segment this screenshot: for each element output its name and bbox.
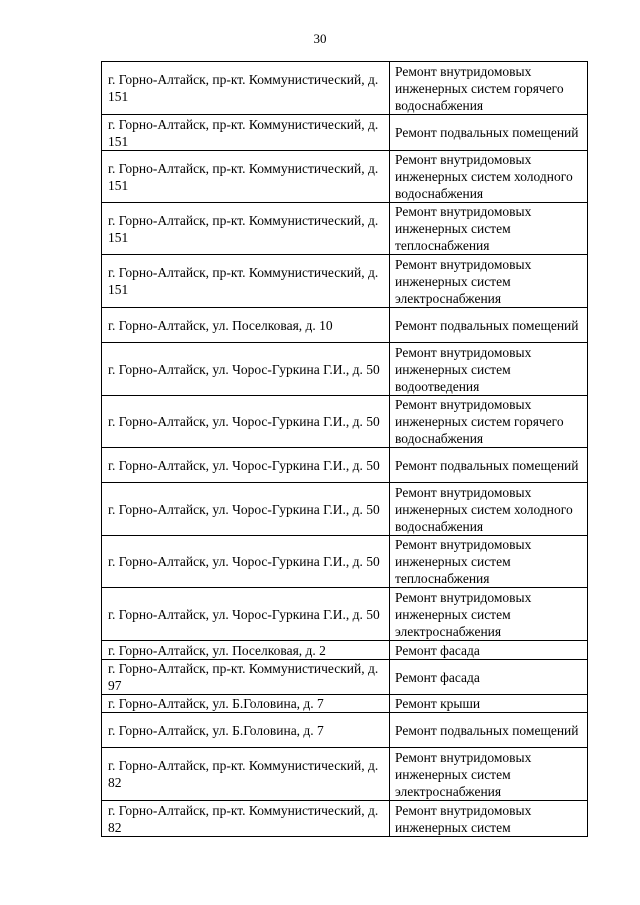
work-type-cell: Ремонт внутридомовых инженерных систем горячего водоснабжения <box>390 396 588 448</box>
table-row <box>102 151 588 203</box>
table-row <box>102 695 588 713</box>
table-row <box>102 343 588 396</box>
work-type-cell: Ремонт внутридомовых инженерных систем электроснабжения <box>390 588 588 641</box>
address-cell: г. Горно-Алтайск, пр-кт. Коммунистический, д. 151 <box>102 115 390 151</box>
table-row <box>102 483 588 536</box>
address-cell: г. Горно-Алтайск, пр-кт. Коммунистический, д. 151 <box>102 62 390 115</box>
address-cell: г. Горно-Алтайск, пр-кт. Коммунистический, д. 82 <box>102 748 390 801</box>
table-row <box>102 641 588 660</box>
address-cell: г. Горно-Алтайск, пр-кт. Коммунистический, д. 151 <box>102 151 390 203</box>
work-type-cell: Ремонт внутридомовых инженерных систем теплоснабжения <box>390 203 588 255</box>
address-cell: г. Горно-Алтайск, пр-кт. Коммунистический, д. 82 <box>102 801 390 837</box>
work-type-cell: Ремонт фасада <box>390 641 588 660</box>
work-type-cell: Ремонт внутридомовых инженерных систем электроснабжения <box>390 255 588 308</box>
address-cell: г. Горно-Алтайск, ул. Поселковая, д. 10 <box>102 308 390 343</box>
address-cell: г. Горно-Алтайск, пр-кт. Коммунистический, д. 97 <box>102 660 390 695</box>
work-type-cell: Ремонт внутридомовых инженерных систем горячего водоснабжения <box>390 62 588 115</box>
address-cell: г. Горно-Алтайск, ул. Чорос-Гуркина Г.И., д. 50 <box>102 483 390 536</box>
address-cell: г. Горно-Алтайск, ул. Б.Головина, д. 7 <box>102 695 390 713</box>
table-row <box>102 448 588 483</box>
address-cell: г. Горно-Алтайск, ул. Чорос-Гуркина Г.И., д. 50 <box>102 536 390 588</box>
work-type-cell: Ремонт подвальных помещений <box>390 115 588 151</box>
work-type-cell: Ремонт внутридомовых инженерных систем электроснабжения <box>390 748 588 801</box>
table-row <box>102 203 588 255</box>
address-cell: г. Горно-Алтайск, ул. Чорос-Гуркина Г.И., д. 50 <box>102 343 390 396</box>
table-row <box>102 801 588 837</box>
work-type-cell: Ремонт подвальных помещений <box>390 713 588 748</box>
work-type-cell: Ремонт крыши <box>390 695 588 713</box>
table-row <box>102 308 588 343</box>
page-number: 30 <box>313 31 327 46</box>
table-row <box>102 660 588 695</box>
work-type-cell: Ремонт внутридомовых инженерных систем <box>390 801 588 837</box>
address-cell: г. Горно-Алтайск, ул. Чорос-Гуркина Г.И., д. 50 <box>102 588 390 641</box>
address-cell: г. Горно-Алтайск, пр-кт. Коммунистический, д. 151 <box>102 255 390 308</box>
table-row <box>102 396 588 448</box>
address-cell: г. Горно-Алтайск, пр-кт. Коммунистический, д. 151 <box>102 203 390 255</box>
work-type-cell: Ремонт подвальных помещений <box>390 448 588 483</box>
work-type-cell: Ремонт внутридомовых инженерных систем водоотведения <box>390 343 588 396</box>
table-row <box>102 588 588 641</box>
table-row <box>102 115 588 151</box>
table-row <box>102 62 588 115</box>
work-type-cell: Ремонт внутридомовых инженерных систем холодного водоснабжения <box>390 151 588 203</box>
address-cell: г. Горно-Алтайск, ул. Чорос-Гуркина Г.И., д. 50 <box>102 448 390 483</box>
table-row <box>102 255 588 308</box>
table-row <box>102 536 588 588</box>
table-row <box>102 748 588 801</box>
work-type-cell: Ремонт внутридомовых инженерных систем теплоснабжения <box>390 536 588 588</box>
table-row <box>102 713 588 748</box>
work-type-cell: Ремонт подвальных помещений <box>390 308 588 343</box>
address-cell: г. Горно-Алтайск, ул. Б.Головина, д. 7 <box>102 713 390 748</box>
work-type-cell: Ремонт внутридомовых инженерных систем холодного водоснабжения <box>390 483 588 536</box>
address-cell: г. Горно-Алтайск, ул. Поселковая, д. 2 <box>102 641 390 660</box>
works-table <box>101 61 588 837</box>
work-type-cell: Ремонт фасада <box>390 660 588 695</box>
address-cell: г. Горно-Алтайск, ул. Чорос-Гуркина Г.И., д. 50 <box>102 396 390 448</box>
